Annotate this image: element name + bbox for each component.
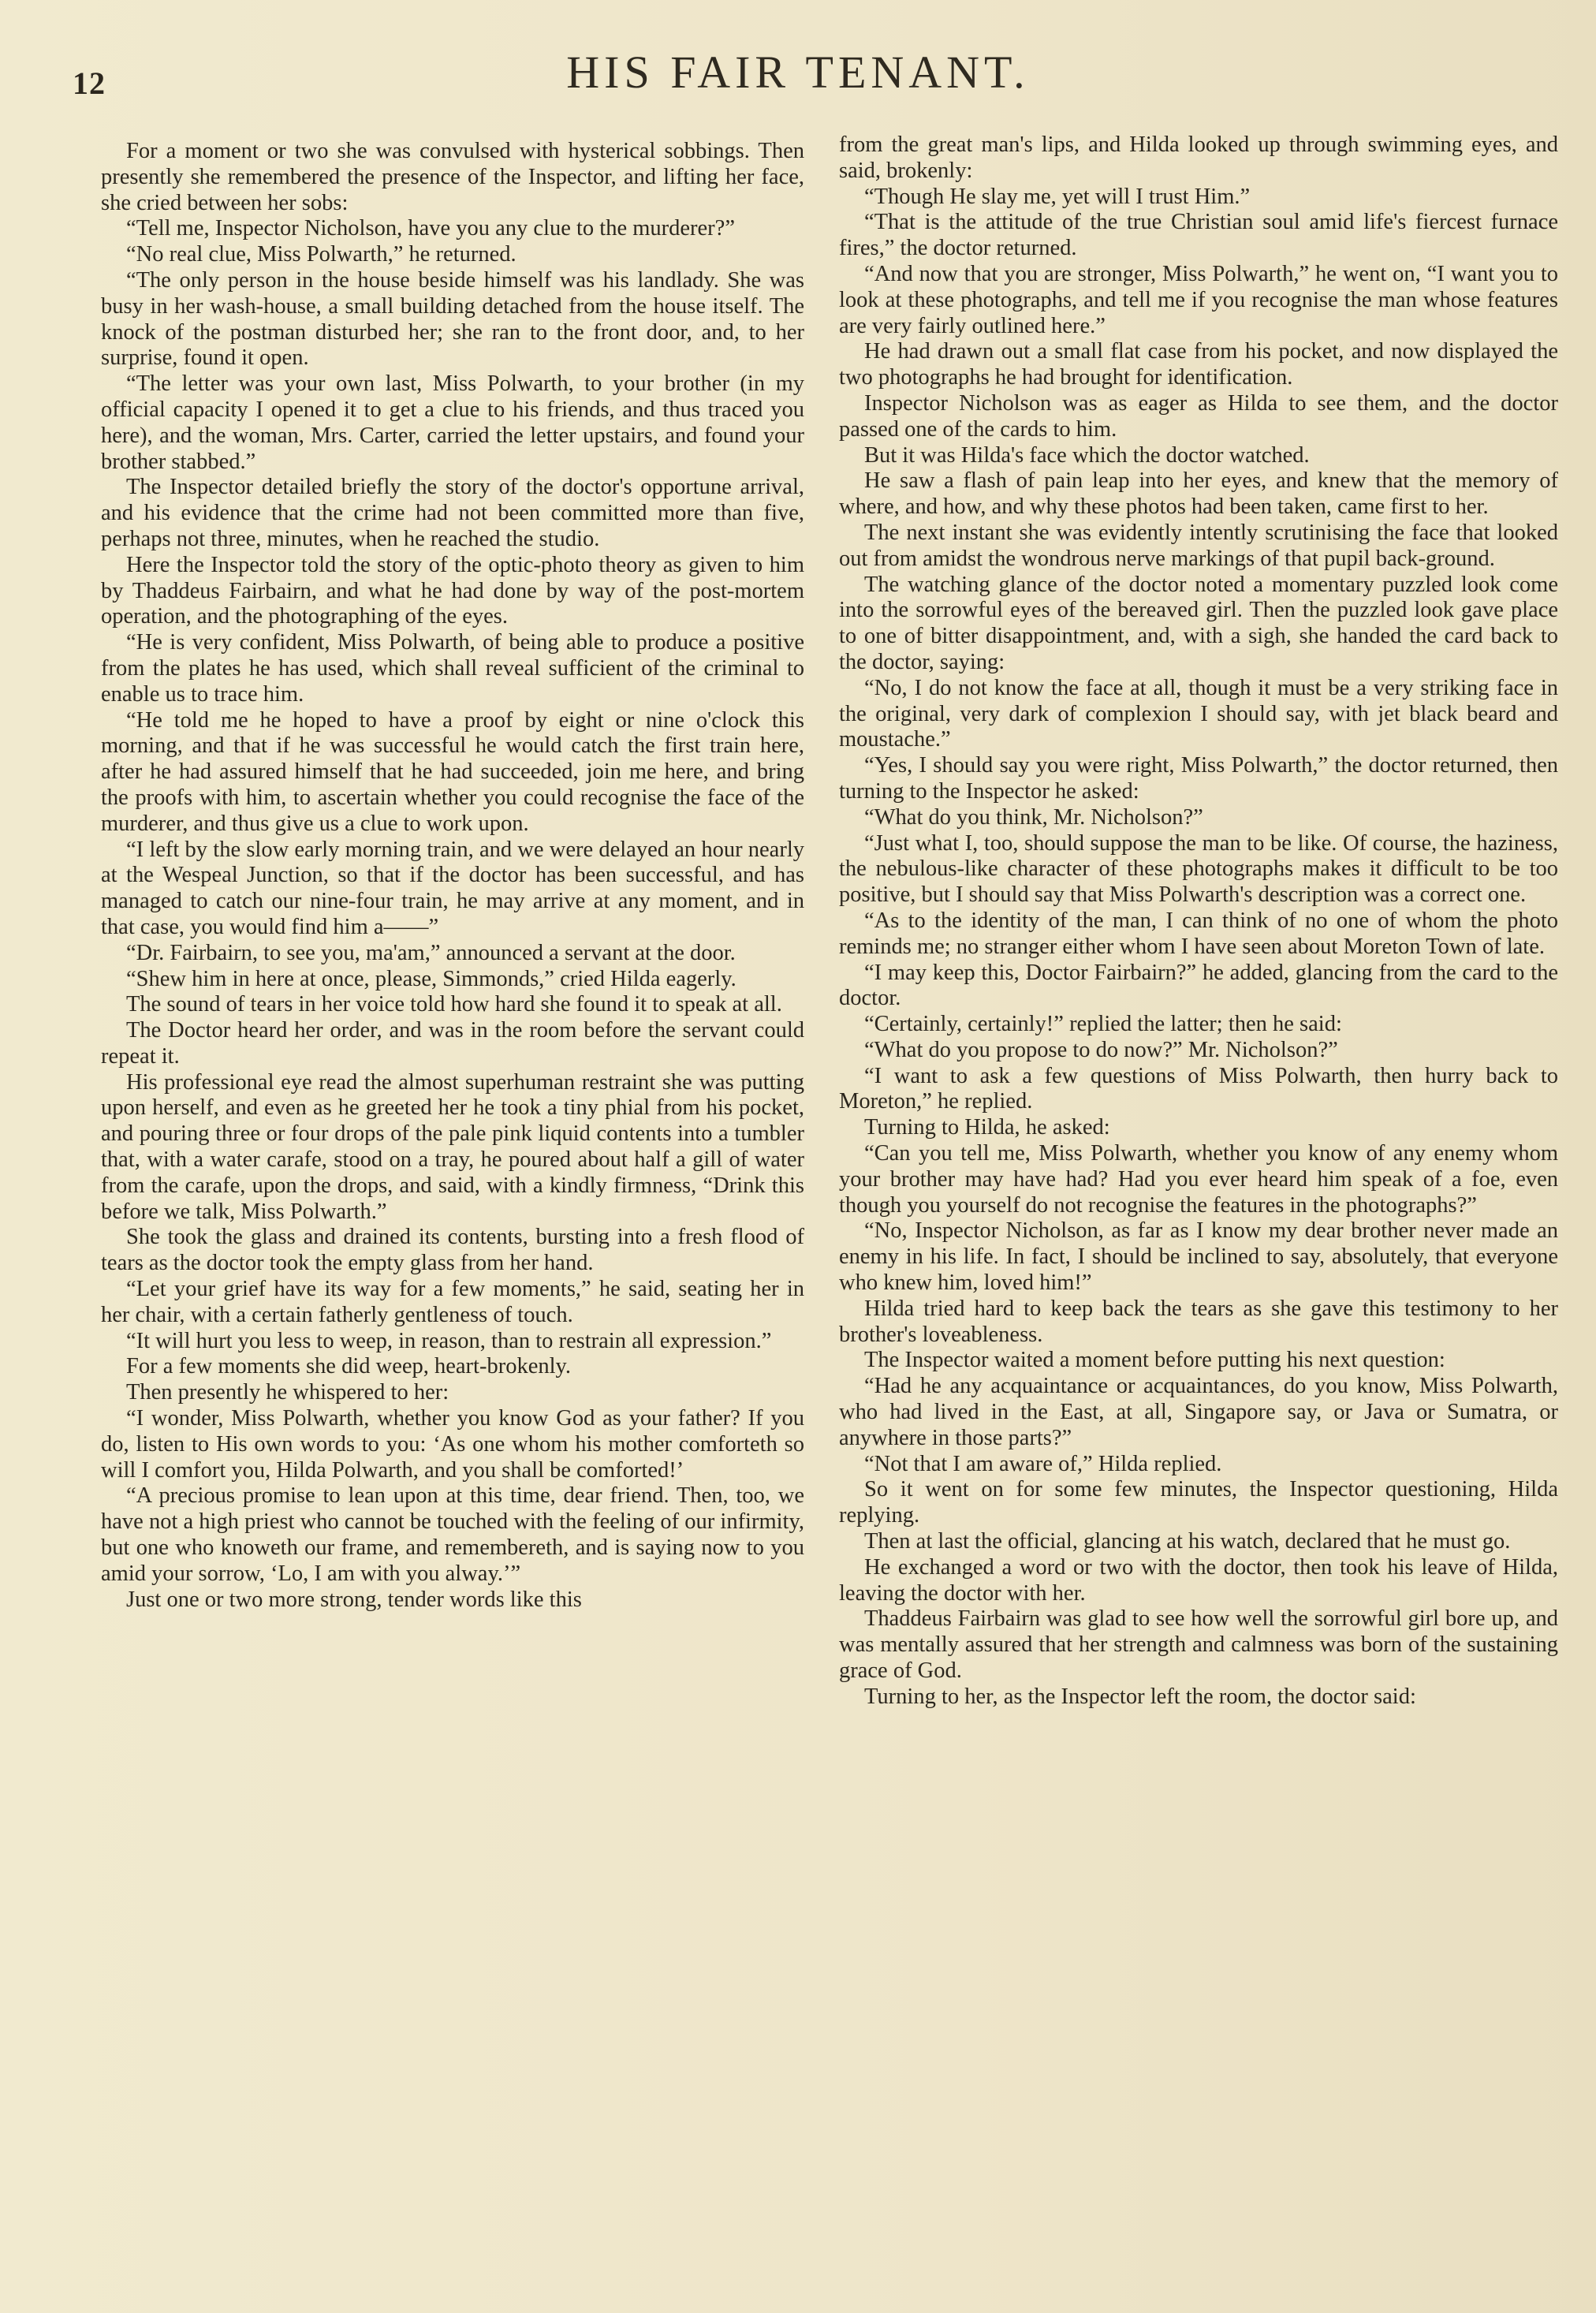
paragraph: For a few moments she did weep, heart-brokenly. [126, 1354, 572, 1379]
paragraph: Turning to Hilda, he asked: [864, 1115, 1110, 1140]
page-number: 12 [73, 65, 106, 101]
paragraph: “Yes, I should say you were right, Miss Polwarth,” the doctor returned, then turning to the Inspector he asked: [839, 753, 1558, 804]
paragraph: The next instant she was evidently intently scrutinising the face that looked out from amidst the wondrous nerve markings of that pupil back-ground. [839, 520, 1558, 571]
paragraph: Inspector Nicholson was as eager as Hilda to see them, and the doctor passed one of the cards to him. [839, 390, 1558, 442]
paragraph: Here the Inspector told the story of the optic-photo theory as given to him by Thaddeus Fairbairn, and what he had done by way of the post-mortem operation, and the photographing of the eyes. [101, 552, 804, 629]
paragraph: But it was Hilda's face which the doctor watched. [864, 442, 1310, 468]
paragraph: “The only person in the house beside himself was his landlady. She was busy in her wash-house, a small building detached from the house itself. The knock of the postman disturbed her; she ran to the front door, and, to her surprise, found it open. [101, 267, 804, 371]
paragraph: “Certainly, certainly!” replied the latter; then he said: [864, 1012, 1342, 1037]
paragraph: “No, Inspector Nicholson, as far as I know my dear brother never made an enemy in his life. In fact, I should be inclined to say, absolutely, that everyone who knew him, loved him!” [839, 1218, 1558, 1296]
paragraph: The Doctor heard her order, and was in the room before the servant could repeat it. [101, 1018, 804, 1069]
paragraph: “I may keep this, Doctor Fairbairn?” he added, glancing from the card to the doctor. [839, 960, 1558, 1011]
paragraph: “What do you propose to do now?” Mr. Nicholson?” [864, 1037, 1338, 1062]
right-column [839, 132, 1558, 1711]
paragraph: “Just what I, too, should suppose the man to be like. Of course, the haziness, the nebulous-like character of these photographs makes it difficult to be too positive, but I should say that Miss Polwarth's description was a correct one. [839, 830, 1558, 908]
paragraph: The watching glance of the doctor noted a momentary puzzled look come into the sorrowful eyes of the bereaved girl. Then the puzzled look gave place to one of bitter disappointment, and, with a sigh, she handed the card back to the doctor, saying: [839, 572, 1558, 674]
paragraph: “Though He slay me, yet will I trust Him.” [864, 184, 1251, 209]
paragraph: The Inspector detailed briefly the story of the doctor's opportune arrival, and his evidence that the crime had not been committed more than five, perhaps not three, minutes, when he reached the studio. [101, 475, 804, 551]
paragraph: “What do you think, Mr. Nicholson?” [864, 804, 1203, 830]
paragraph: “And now that you are stronger, Miss Polwarth,” he went on, “I want you to look at these photographs, and tell me if you recognise the man whose features are very fairly outlined here.” [839, 261, 1558, 338]
paragraph: Just one or two more strong, tender words like this [126, 1587, 582, 1612]
paragraph: “Shew him in here at once, please, Simmonds,” cried Hilda eagerly. [126, 966, 736, 991]
paragraph: Hilda tried hard to keep back the tears as she gave this testimony to her brother's loveableness. [839, 1296, 1558, 1347]
paragraph: “No, I do not know the face at all, though it must be a very striking face in the original, very dark of complexion I should say, with jet black beard and moustache.” [839, 675, 1558, 752]
paragraph-continued: from the great man's lips, and Hilda looked up through swimming eyes, and said, brokenly: [839, 132, 1558, 183]
paragraph: He saw a flash of pain leap into her eyes, and knew that the memory of where, and how, and why these photos had been taken, came first to her. [839, 468, 1558, 520]
paragraph: “Can you tell me, Miss Polwarth, whether you know of any enemy whom your brother may have had? Had you ever heard him speak of a foe, even though you yourself do not recognise the features in the photographs?” [839, 1141, 1558, 1218]
paragraph: The Inspector waited a moment before putting his next question: [864, 1348, 1445, 1373]
paragraph: “It will hurt you less to weep, in reason, than to restrain all expression.” [126, 1328, 772, 1353]
paragraph: “He told me he hoped to have a proof by eight or nine o'clock this morning, and that if he was successful he would catch the first train here, after he had assured himself that he had succeeded, join me here, and bring the proofs with him, to ascertain whether you could recognise the face of the murderer, and thus give us a clue to work upon. [101, 707, 804, 836]
paragraph: “Let your grief have its way for a few moments,” he said, seating her in her chair, with a certain fatherly gentleness of touch. [101, 1277, 804, 1327]
paragraph: “Not that I am aware of,” Hilda replied. [864, 1451, 1222, 1476]
paragraph: Thaddeus Fairbairn was glad to see how well the sorrowful girl bore up, and was mentally assured that her strength and calmness was born of the sustaining grace of God. [839, 1606, 1558, 1684]
paragraph: He exchanged a word or two with the doctor, then took his leave of Hilda, leaving the doctor with her. [839, 1554, 1558, 1606]
left-column [101, 139, 804, 1613]
paragraph: “I wonder, Miss Polwarth, whether you know God as your father? If you do, listen to His own words to you: ‘As one whom his mother comforteth so will I comfort you, Hilda Polwarth, and you shall be comforted!’ [101, 1406, 804, 1483]
paragraph: “The letter was your own last, Miss Polwarth, to your brother (in my official capacity I opened it to get a clue to his friends, and thus traced you here), and the woman, Mrs. Carter, carried the letter upstairs, and found your brother stabbed.” [101, 371, 804, 474]
paragraph: “Dr. Fairbairn, to see you, ma'am,” announced a servant at the door. [126, 940, 736, 965]
paragraph: “I left by the slow early morning train, and we were delayed an hour nearly at the Wespeal Junction, so that if the doctor has been successful, and has managed to catch our nine-four train, he may arrive at any moment, and in that case, you would find him a——” [101, 837, 804, 939]
paragraph: “I want to ask a few questions of Miss Polwarth, then hurry back to Moreton,” he replied. [839, 1063, 1558, 1114]
paragraph: The sound of tears in her voice told how hard she found it to speak at all. [126, 992, 782, 1017]
paragraph: Then at last the official, glancing at his watch, declared that he must go. [864, 1529, 1511, 1554]
paragraph: For a moment or two she was convulsed with hysterical sobbings. Then presently she remembered the presence of the Inspector, and lifting her face, she cried between her sobs: [101, 139, 804, 215]
paragraph: She took the glass and drained its contents, bursting into a fresh flood of tears as the doctor took the empty glass from her hand. [101, 1225, 804, 1276]
paragraph: “He is very confident, Miss Polwarth, of being able to produce a positive from the plates he has used, which shall reveal sufficient of the criminal to enable us to trace him. [101, 630, 804, 707]
paragraph: “As to the identity of the man, I can think of no one of whom the photo reminds me; no stranger either whom I have seen about Moreton Town of late. [839, 908, 1558, 959]
paragraph: “That is the attitude of the true Christian soul amid life's fiercest furnace fires,” the doctor returned. [839, 210, 1558, 261]
paragraph: “Tell me, Inspector Nicholson, have you any clue to the murderer?” [126, 216, 735, 241]
running-title: HIS FAIR TENANT. [566, 47, 1030, 98]
paragraph: Then presently he whispered to her: [126, 1380, 449, 1405]
paragraph: “A precious promise to lean upon at this time, dear friend. Then, too, we have not a high priest who cannot be touched with the feeling of our infirmity, but one who knoweth our frame, and remembereth, and is saying now to you amid your sorrow, ‘Lo, I am with you alway.’” [101, 1483, 804, 1586]
paragraph: Turning to her, as the Inspector left the room, the doctor said: [864, 1684, 1416, 1709]
paragraph: “Had he any acquaintance or acquaintances, do you know, Miss Polwarth, who had lived in the East, at all, Singapore say, or Java or Sumatra, or anywhere in those parts?” [839, 1374, 1558, 1450]
paragraph: “No real clue, Miss Polwarth,” he returned. [126, 242, 516, 267]
paragraph: His professional eye read the almost superhuman restraint she was putting upon herself, and even as he greeted her he took a tiny phial from his pocket, and pouring three or four drops of the pale pink liquid contents into a tumbler that, with a water carafe, stood on a tray, he poured about half a gill of water from the carafe, upon the drops, and said, with a kindly firmness, “Drink this before we talk, Miss Polwarth.” [101, 1069, 804, 1224]
paragraph: He had drawn out a small flat case from his pocket, and now displayed the two photographs he had brought for identification. [839, 339, 1558, 390]
paragraph: So it went on for some few minutes, the Inspector questioning, Hilda replying. [839, 1477, 1558, 1528]
